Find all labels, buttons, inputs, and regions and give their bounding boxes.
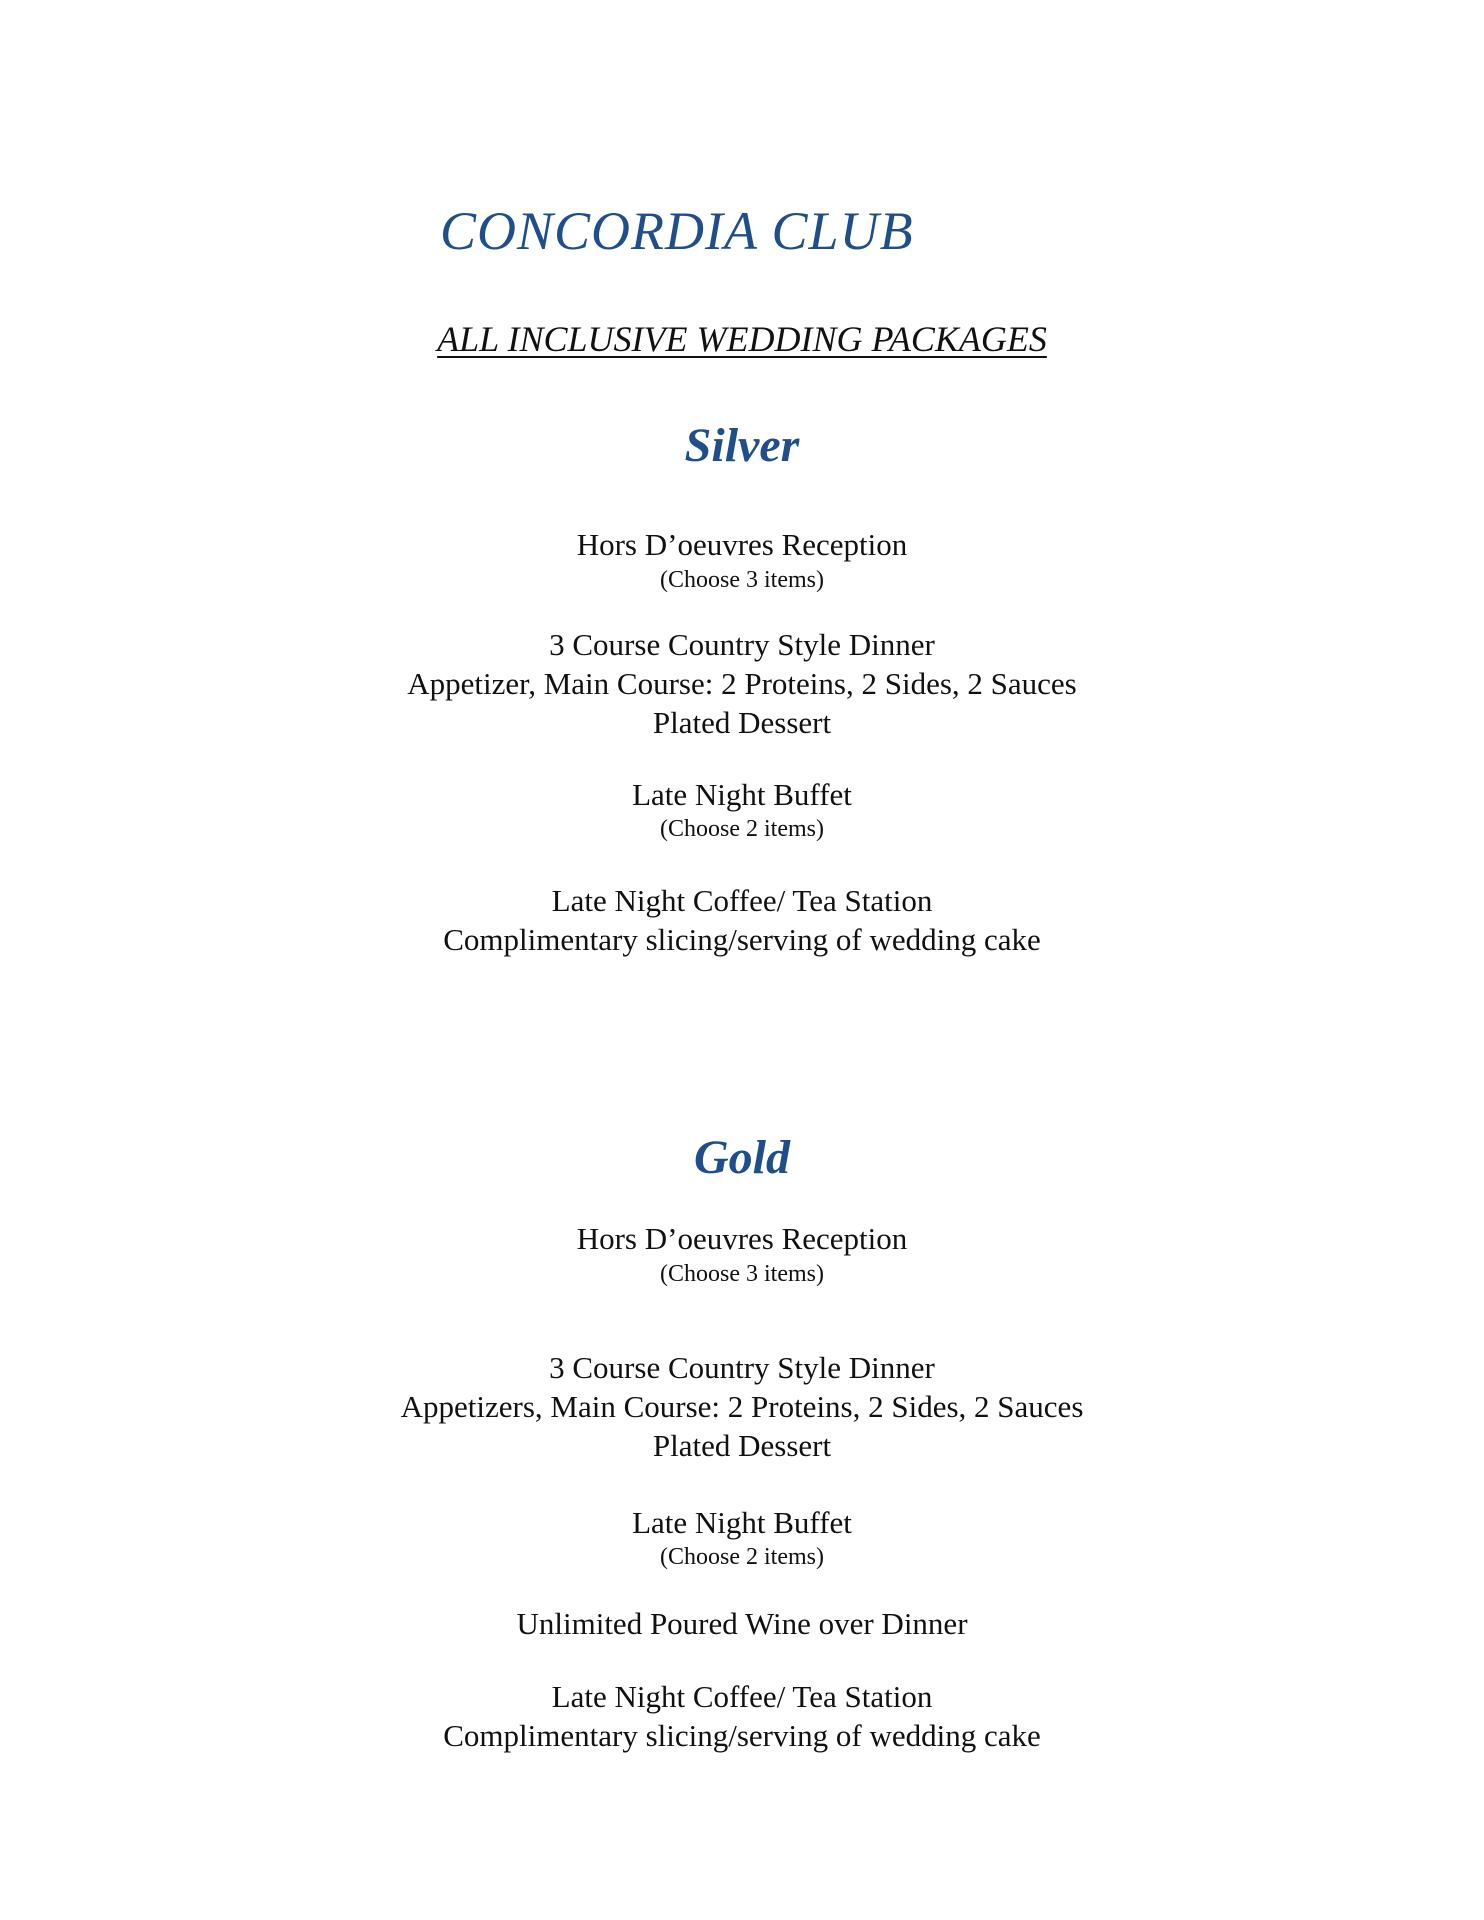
gold-package-title: Gold [694, 1131, 790, 1184]
gold-hors-doeuvres-note: (Choose 3 items) [660, 1261, 824, 1287]
gold-hors-doeuvres: Hors D’oeuvres Reception [576, 1221, 908, 1256]
silver-cake-service: Complimentary slicing/serving of wedding cake [443, 922, 1041, 957]
gold-coffee-station: Late Night Coffee/ Tea Station [551, 1679, 933, 1714]
club-title: CONCORDIA CLUB [440, 201, 914, 261]
silver-buffet-note: (Choose 2 items) [660, 816, 824, 842]
silver-package-title: Silver [684, 419, 800, 472]
packages-subtitle: ALL INCLUSIVE WEDDING PACKAGES [437, 319, 1047, 359]
gold-cake-service: Complimentary slicing/serving of wedding cake [443, 1718, 1041, 1753]
silver-dinner: 3 Course Country Style Dinner [549, 627, 935, 662]
silver-dessert: Plated Dessert [652, 705, 832, 740]
silver-late-night-buffet: Late Night Buffet [632, 777, 852, 812]
silver-coffee-station: Late Night Coffee/ Tea Station [551, 883, 933, 918]
silver-dinner-detail: Appetizer, Main Course: 2 Proteins, 2 Sides, 2 Sauces [407, 666, 1077, 701]
gold-late-night-buffet: Late Night Buffet [632, 1505, 852, 1540]
gold-dinner-detail: Appetizers, Main Course: 2 Proteins, 2 Sides, 2 Sauces [400, 1389, 1084, 1424]
subtitle-container [0, 318, 1484, 360]
silver-hors-doeuvres: Hors D’oeuvres Reception [576, 527, 908, 562]
gold-dessert: Plated Dessert [652, 1428, 832, 1463]
gold-dinner: 3 Course Country Style Dinner [549, 1350, 935, 1385]
silver-hors-doeuvres-note: (Choose 3 items) [660, 567, 824, 593]
gold-wine: Unlimited Poured Wine over Dinner [516, 1606, 968, 1641]
gold-buffet-note: (Choose 2 items) [660, 1544, 824, 1570]
